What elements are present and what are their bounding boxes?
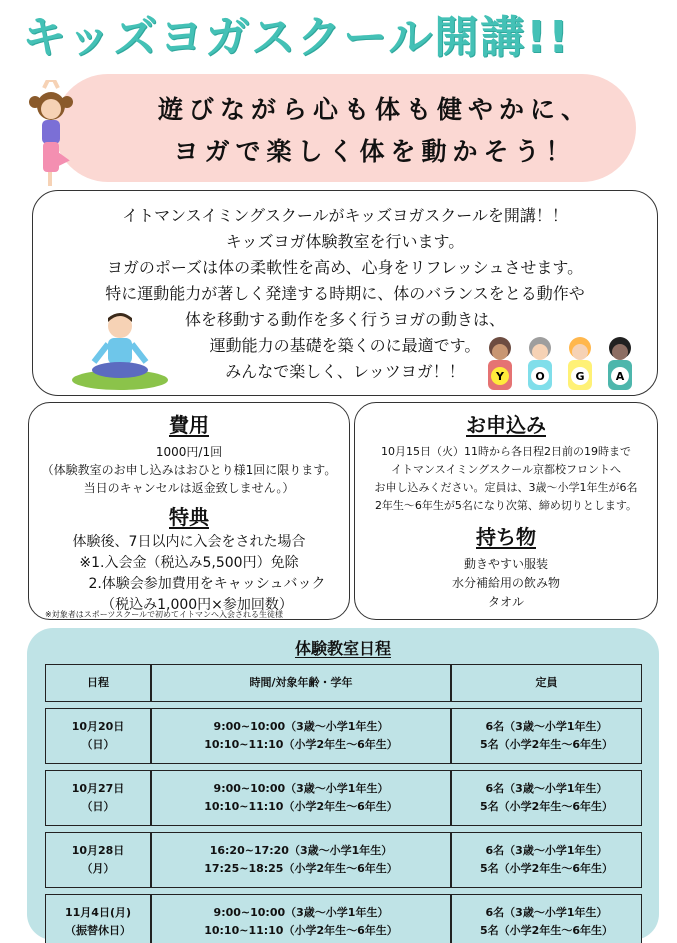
benefit-line-2: ※1.入会金（税込み5,500円）免除 xyxy=(79,555,299,571)
fee-benefit-panel xyxy=(28,402,350,620)
apply-line-2: イトマンスイミングスクール京都校フロントへ xyxy=(391,463,621,476)
intro-line-3: ヨガのポーズは体の柔軟性を高め、心身をリフレッシュさせます。 xyxy=(106,258,584,277)
table-row xyxy=(45,770,642,826)
page-title: キッズヨガスクール開講!! xyxy=(22,12,571,63)
row-date: 11月4日(月) （振替休日） xyxy=(45,894,151,943)
benefit-footnote: ※対象者はスポーツスクールで初めてイトマンへ入会される生徒様 xyxy=(45,610,284,619)
slogan-line-2: ヨガで楽しく体を動かそう！ xyxy=(173,137,577,166)
intro-line-7: みんなで楽しく、レッツヨガ！！ xyxy=(225,362,465,381)
yoga-kids-illustration xyxy=(480,332,642,394)
yoga-letter-y: Y xyxy=(496,370,504,383)
table-row xyxy=(45,894,642,943)
row-time: 9:00~10:00（3歳～小学1年生） 10:10~11:10（小学2年生～6年生） xyxy=(151,894,451,943)
row-capacity: 6名（3歳～小学1年生） 5名（小学2年生～6年生） xyxy=(451,832,642,888)
header-capacity: 定員 xyxy=(451,664,642,702)
schedule-title: 体験教室日程 xyxy=(294,639,391,658)
fee-note-2: 当日のキャンセルは返金致しません。） xyxy=(83,481,295,495)
items-list-item: 水分補給用の飲み物 xyxy=(451,576,560,590)
table-header-row xyxy=(45,664,642,702)
row-date: 10月27日 （日） xyxy=(45,770,151,826)
apply-line-1: 10月15日（火）11時から各日程2日前の19時まで xyxy=(381,445,631,458)
yoga-letter-g: G xyxy=(575,370,585,383)
benefit-heading: 特典 xyxy=(169,505,209,529)
yoga-letter-a: A xyxy=(615,370,625,383)
row-time: 16:20~17:20（3歳～小学1年生） 17:25~18:25（小学2年生～6年生） xyxy=(151,832,451,888)
apply-line-3: お申し込みください。定員は、3歳～小学1年生が6名 xyxy=(374,481,638,494)
schedule-table xyxy=(45,664,642,943)
row-capacity: 6名（3歳～小学1年生） 5名（小学2年生～6年生） xyxy=(451,894,642,943)
intro-line-1: イトマンスイミングスクールがキッズヨガスクールを開講！！ xyxy=(122,206,568,225)
row-date: 10月20日 （日） xyxy=(45,708,151,764)
items-list-item: タオル xyxy=(487,595,524,609)
table-row xyxy=(45,708,642,764)
apply-heading: お申込み xyxy=(466,413,546,437)
row-capacity: 6名（3歳～小学1年生） 5名（小学2年生～6年生） xyxy=(451,770,642,826)
yoga-girl-illustration xyxy=(20,80,82,188)
benefit-line-4: （税込み1,000円×参加回数） xyxy=(101,597,293,613)
benefit-line-3: 2.体験会参加費用をキャッシュバック xyxy=(88,576,326,592)
row-time: 9:00~10:00（3歳～小学1年生） 10:10~11:10（小学2年生～6年生） xyxy=(151,770,451,826)
apply-line-4: 2年生～6年生が5名になり次第、締め切りとします。 xyxy=(374,499,638,512)
row-capacity: 6名（3歳～小学1年生） 5名（小学2年生～6年生） xyxy=(451,708,642,764)
table-row xyxy=(45,832,642,888)
items-list-item: 動きやすい服装 xyxy=(463,557,548,571)
row-time: 9:00~10:00（3歳～小学1年生） 10:10~11:10（小学2年生～6年生） xyxy=(151,708,451,764)
slogan-banner xyxy=(54,74,636,182)
intro-line-5: 体を移動する動作を多く行うヨガの動きは、 xyxy=(184,310,505,329)
apply-items-panel xyxy=(354,402,658,620)
header-time: 時間/対象年齢・学年 xyxy=(151,664,451,702)
slogan-line-1: 遊びながら心も体も健やかに、 xyxy=(157,95,592,124)
fee-note-1: （体験教室のお申し込みはおひとり様1回に限ります。 xyxy=(41,463,337,477)
meditating-boy-illustration xyxy=(70,310,170,392)
intro-line-4: 特に運動能力が著しく発達する時期に、体のバランスをとる動作や xyxy=(105,284,585,303)
fee-price: 1000円/1回 xyxy=(155,445,223,459)
items-heading: 持ち物 xyxy=(476,525,536,549)
intro-line-6: 運動能力の基礎を築くのに最適です。 xyxy=(209,336,481,355)
row-date: 10月28日 （月） xyxy=(45,832,151,888)
benefit-line-1: 体験後、7日以内に入会をされた場合 xyxy=(72,534,306,550)
header-date: 日程 xyxy=(45,664,151,702)
fee-heading: 費用 xyxy=(169,413,209,437)
yoga-letter-o: O xyxy=(535,370,545,383)
schedule-panel xyxy=(27,628,659,940)
intro-line-2: キッズヨガ体験教室を行います。 xyxy=(225,232,465,251)
